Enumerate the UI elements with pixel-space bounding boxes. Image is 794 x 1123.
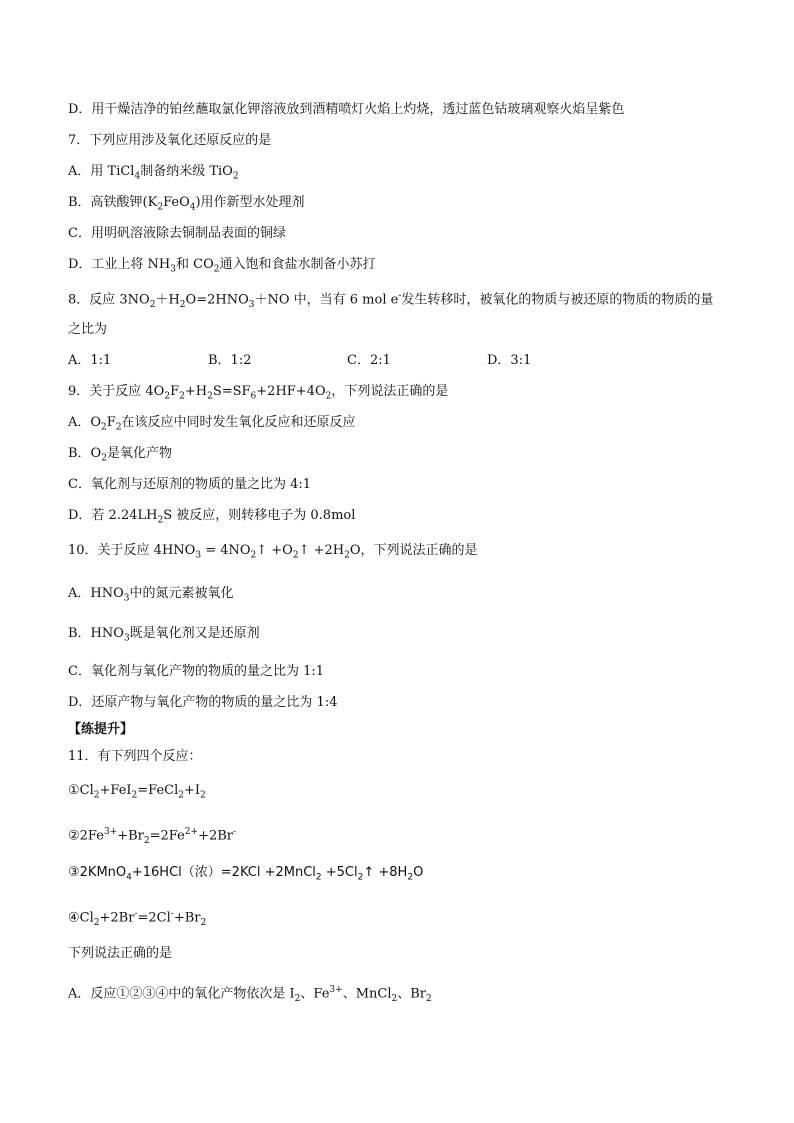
q11-stem: 11．有下列四个反应： [68,749,202,764]
q8-stem-line2: 之比为 [68,322,108,337]
q10-option-b: B．$HNO_3$既是氧化剂又是还原剂 [68,626,260,644]
q8-option-d: D．3:1 [487,353,532,368]
q10-option-d: D．还原产物与氧化产物的物质的量之比为 1:4 [68,695,338,710]
q8-option-a: A．1:1 [68,353,112,368]
q7-option-c: C．用明矾溶液除去铜制品表面的铜绿 [68,226,286,241]
q9-option-a: A．$O_2F_2$在该反应中同时发生氧化反应和还原反应 [68,415,356,433]
q8-option-c: C．2:1 [347,353,391,368]
q9-option-b: B．$O_2$是氧化产物 [68,446,172,464]
q11-reaction-4: $④Cl_2+2Br^-=2Cl^-+Br_2$ [68,909,207,928]
q10-stem: 10．关于反应 $4HNO_3$ = $4NO_2↑$ $+O_2↑ +2H_2O$，下列说法正确的是 [68,543,478,561]
q7-option-b: B．高铁酸钾$(K_2FeO_4)$用作新型水处理剂 [68,195,305,213]
q9-stem: 9．关于反应 $4O_2F_2+H_2S=SF_6+2HF+4O_2$，下列说法正确的是 [68,384,449,402]
q6-option-d: D．用干燥洁净的铂丝蘸取氯化钾溶液放到酒精喷灯火焰上灼烧，透过蓝色钴玻璃观察火焰呈紫色 [68,102,625,117]
q9-option-d: D．若 $2.24LH_2S$ 被反应，则转移电子为 0.8mol [68,508,356,526]
q10-option-c: C．氧化剂与氧化产物的物质的量之比为 1:1 [68,664,325,679]
q11-ask: 下列说法正确的是 [68,946,173,961]
section-heading: 【练提升】 [68,722,134,737]
q8-option-b: B．1:2 [208,353,252,368]
q10-option-a: A．$HNO_3$中的氮元素被氧化 [68,586,234,604]
q7-option-d: D．工业上将 $NH_3$和 $CO_2$通入饱和食盐水制备小苏打 [68,257,376,275]
q11-option-a: A．反应①②③④中的氧化产物依次是 $I_2$、$Fe^{3+}$、MnCl$_2$、$Br_2$ [68,985,432,1004]
q8-stem-line1: 8．反应 $3NO_2+H_2O=2HNO_3+NO$ 中，当有 6 mol e-发生转移时，被氧化的物质与被还原的物质的物质的量 [68,291,714,310]
q11-reaction-1: $①Cl_2+FeI_2=FeCl_2+I_2$ [68,783,206,801]
q7-stem: 7．下列应用涉及氧化还原反应的是 [68,133,272,148]
q9-option-c: C．氧化剂与还原剂的物质的量之比为 4:1 [68,477,312,492]
q11-reaction-3: ③2KMnO$_4$+16HCl（浓）=2KCl +2MnCl$_2$ $+5Cl_2↑ +8H_2O$ [68,865,424,883]
q11-reaction-2: $②2Fe^{3+}+Br_2=2Fe^{2+}+2Br^-$ [68,827,237,846]
q7-option-a: A．用 TiCl$_4$制备纳米级 TiO$_2$ [68,164,239,182]
